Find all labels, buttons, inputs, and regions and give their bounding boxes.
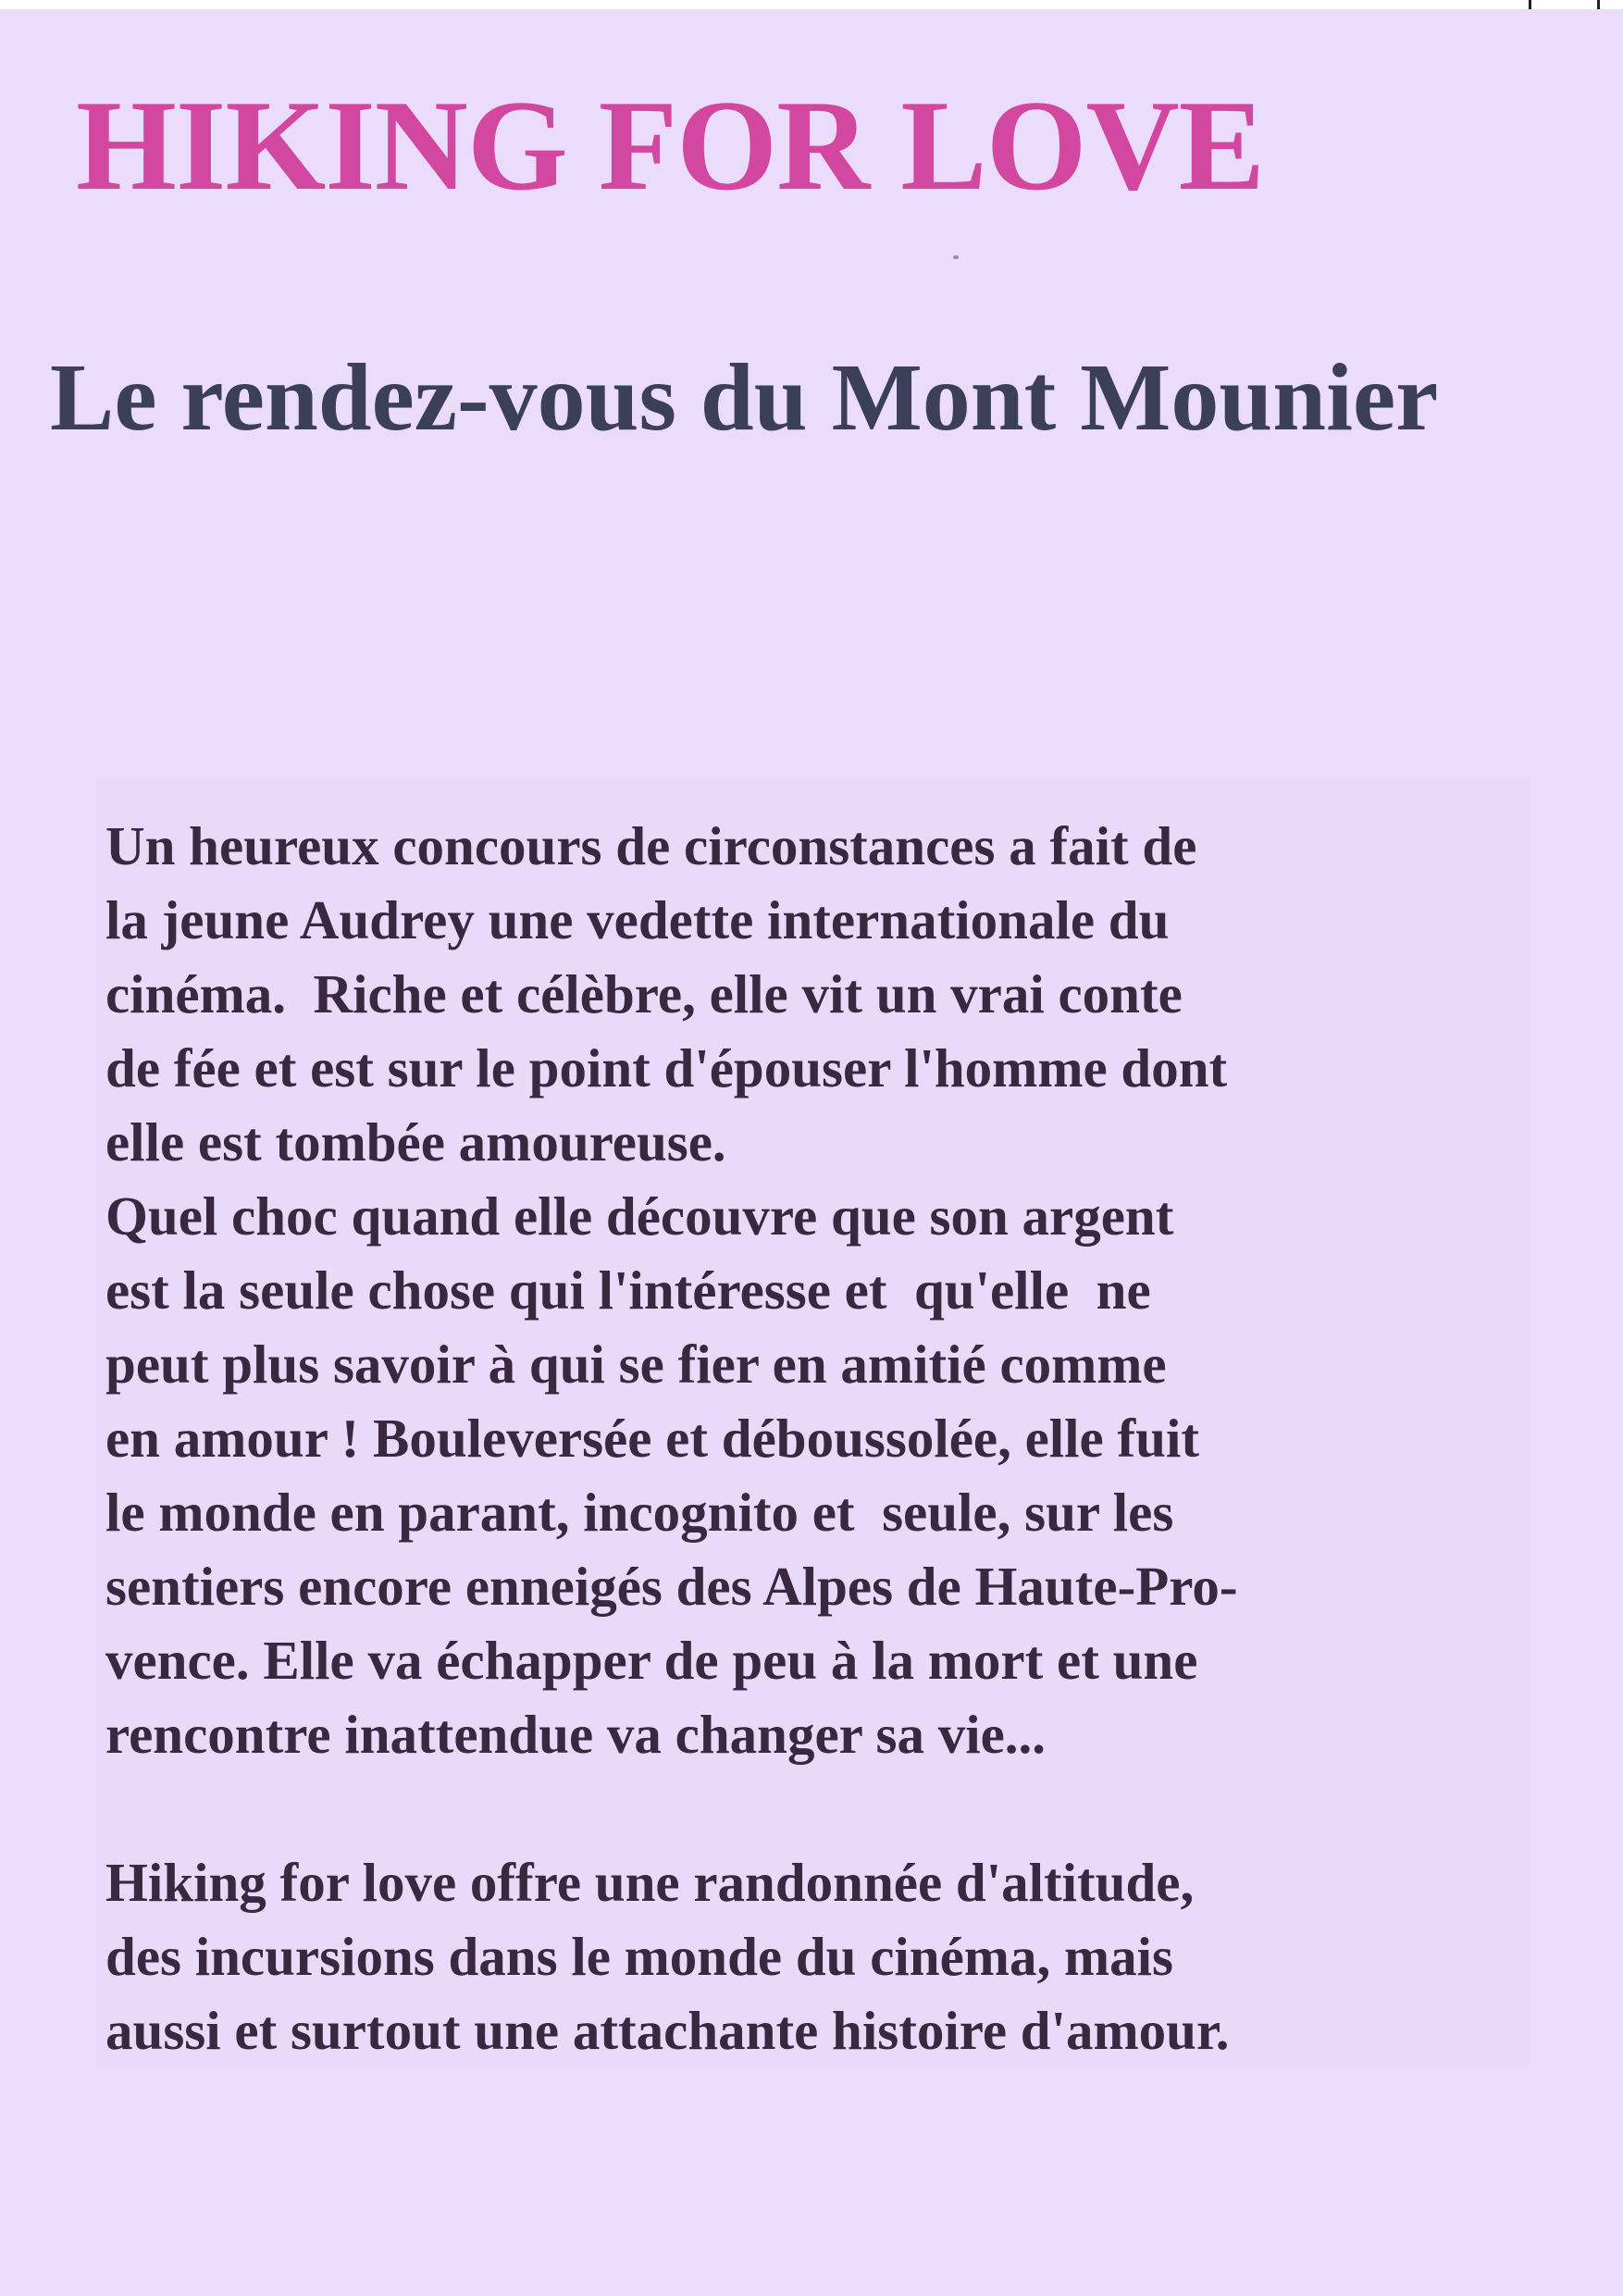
synopsis-paragraph-2 (105, 1845, 1530, 2067)
synopsis-line: cinéma. Riche et célèbre, elle vit un vrai conte (105, 963, 1183, 1024)
synopsis-line: aussi et surtout une attachante histoire d'amour. (105, 2000, 1230, 2061)
synopsis-block (96, 779, 1530, 2066)
synopsis-line: de fée et est sur le point d'épouser l'homme dont (105, 1037, 1228, 1098)
synopsis-line: le monde en parant, incognito et seule, sur les (105, 1482, 1174, 1543)
synopsis-paragraph-1 (105, 809, 1530, 1771)
synopsis-line: des incursions dans le monde du cinéma, mais (105, 1926, 1173, 1987)
book-title: HIKING FOR LOVE (76, 74, 1265, 217)
top-edge-mark (1597, 0, 1600, 9)
synopsis-line: Hiking for love offre une randonnée d'altitude, (105, 1852, 1195, 1913)
synopsis-line: rencontre inattendue va changer sa vie... (105, 1704, 1047, 1765)
stray-dot (953, 255, 959, 259)
book-subtitle: Le rendez-vous du Mont Mounier (50, 344, 1439, 451)
synopsis-line: peut plus savoir à qui se fier en amitié comme (105, 1334, 1167, 1395)
top-edge-strip (0, 0, 1623, 9)
synopsis-line: est la seule chose qui l'intéresse et qu'elle ne (105, 1260, 1151, 1321)
synopsis-line: la jeune Audrey une vedette internationale du (105, 889, 1170, 950)
synopsis-line: elle est tombée amoureuse. (105, 1111, 726, 1173)
synopsis-line: en amour ! Bouleversée et déboussolée, elle fuit (105, 1408, 1199, 1469)
synopsis-line: vence. Elle va échapper de peu à la mort et une (105, 1630, 1198, 1691)
synopsis-line: Un heureux concours de circonstances a fait de (105, 815, 1197, 876)
synopsis-line: sentiers encore enneigés des Alpes de Haute-Pro- (105, 1556, 1238, 1617)
top-edge-mark (1529, 0, 1531, 9)
paragraph-gap (105, 1771, 1530, 1845)
synopsis-line: Quel choc quand elle découvre que son argent (105, 1185, 1174, 1247)
